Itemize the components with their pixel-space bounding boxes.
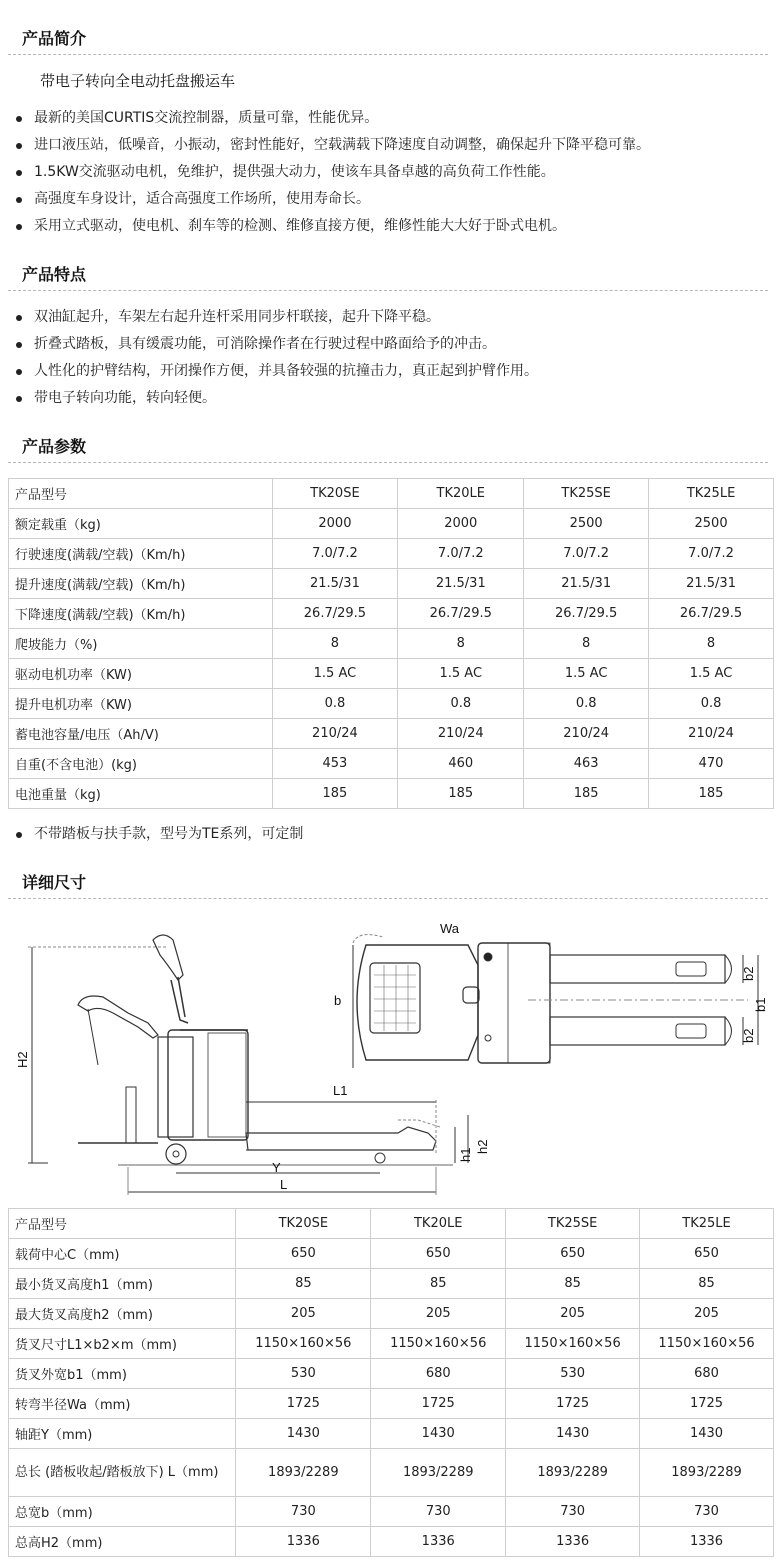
list-item: 人性化的护臂结构，开闭操作方便，并具备较强的抗撞击力，真正起到护臂作用。 [16, 358, 538, 385]
dimensions-title: 详细尺寸 [22, 873, 87, 892]
divider [8, 898, 768, 899]
table-row: 爬坡能力（%) 8 8 8 8 [9, 629, 774, 659]
side-view-drawing [28, 935, 468, 1195]
table-row: 提升电机功率（KW) 0.8 0.8 0.8 0.8 [9, 689, 774, 719]
table-row: 货叉尺寸L1×b2×m（mm) 1150×160×56 1150×160×56 1150×160×56 1150×160×56 [9, 1329, 774, 1359]
table-row: 提升速度(满载/空载)（Km/h) 21.5/31 21.5/31 21.5/31 21.5/31 [9, 569, 774, 599]
table-row: 总高H2（mm) 1336 1336 1336 1336 [9, 1527, 774, 1557]
label-wa: Wa [440, 921, 460, 936]
params-note-list [16, 821, 303, 848]
top-view-drawing [353, 935, 758, 1068]
dimension-diagram [8, 905, 774, 1200]
list-item: 折叠式踏板，具有缓震功能，可消除操作者在行驶过程中路面给予的冲击。 [16, 331, 538, 358]
list-item: 不带踏板与扶手款，型号为TE系列，可定制 [16, 821, 303, 848]
table-row: 产品型号 TK20SE TK20LE TK25SE TK25LE [9, 1209, 774, 1239]
list-item: 1.5KW交流驱动电机，免维护，提供强大动力，使该车具备卓越的高负荷工作性能。 [16, 159, 650, 186]
label-h2-total: H2 [15, 1051, 30, 1068]
features-title: 产品特点 [22, 265, 87, 284]
list-item: 最新的美国CURTIS交流控制器，质量可靠，性能优异。 [16, 105, 650, 132]
list-item: 高强度车身设计，适合高强度工作场所，使用寿命长。 [16, 186, 650, 213]
params-table [8, 478, 774, 809]
dimensions-table [8, 1208, 774, 1557]
list-item: 双油缸起升，车架左右起升连杆采用同步杆联接，起升下降平稳。 [16, 304, 538, 331]
features-bullet-list [16, 304, 538, 412]
table-row: 产品型号 TK20SE TK20LE TK25SE TK25LE [9, 479, 774, 509]
table-row: 下降速度(满载/空载)（Km/h) 26.7/29.5 26.7/29.5 26.7/29.5 26.7/29.5 [9, 599, 774, 629]
table-row: 转弯半径Wa（mm) 1725 1725 1725 1725 [9, 1389, 774, 1419]
label-l: L [280, 1177, 288, 1192]
table-row: 总长 (踏板收起/踏板放下) L（mm) 1893/2289 1893/2289 1893/2289 1893/2289 [9, 1449, 774, 1497]
table-row: 最大货叉高度h2（mm) 205 205 205 205 [9, 1299, 774, 1329]
label-b2-lower: b2 [741, 1028, 756, 1043]
table-row: 电池重量（kg) 185 185 185 185 [9, 779, 774, 809]
table-row: 货叉外宽b1（mm) 530 680 530 680 [9, 1359, 774, 1389]
table-row: 自重(不含电池）(kg) 453 460 463 470 [9, 749, 774, 779]
list-item: 带电子转向功能，转向轻便。 [16, 385, 538, 412]
table-row: 最小货叉高度h1（mm) 85 85 85 85 [9, 1269, 774, 1299]
label-b2-upper: b2 [741, 966, 756, 981]
table-row: 驱动电机功率（KW) 1.5 AC 1.5 AC 1.5 AC 1.5 AC [9, 659, 774, 689]
table-row: 总宽b（mm) 730 730 730 730 [9, 1497, 774, 1527]
divider [8, 290, 768, 291]
table-row: 额定载重（kg) 2000 2000 2500 2500 [9, 509, 774, 539]
table-row: 轴距Y（mm) 1430 1430 1430 1430 [9, 1419, 774, 1449]
label-b1: b1 [753, 997, 768, 1012]
divider [8, 462, 768, 463]
label-h1: h1 [458, 1147, 473, 1162]
intro-title: 产品简介 [22, 29, 87, 48]
list-item: 进口液压站，低噪音，小振动，密封性能好，空载满载下降速度自动调整，确保起升下降平稳可靠。 [16, 132, 650, 159]
product-subtitle: 带电子转向全电动托盘搬运车 [40, 72, 236, 90]
label-b: b [334, 993, 342, 1008]
table-row: 载荷中心C（mm) 650 650 650 650 [9, 1239, 774, 1269]
label-y: Y [272, 1160, 281, 1175]
divider [8, 54, 768, 55]
params-title: 产品参数 [22, 437, 87, 456]
label-l1: L1 [333, 1083, 348, 1098]
label-h2: h2 [475, 1139, 490, 1154]
list-item: 采用立式驱动，使电机、刹车等的检测、维修直接方便，维修性能大大好于卧式电机。 [16, 213, 650, 240]
intro-bullet-list [16, 105, 650, 240]
table-row: 蓄电池容量/电压（Ah/V) 210/24 210/24 210/24 210/24 [9, 719, 774, 749]
table-row: 行驶速度(满载/空载)（Km/h) 7.0/7.2 7.0/7.2 7.0/7.2 7.0/7.2 [9, 539, 774, 569]
